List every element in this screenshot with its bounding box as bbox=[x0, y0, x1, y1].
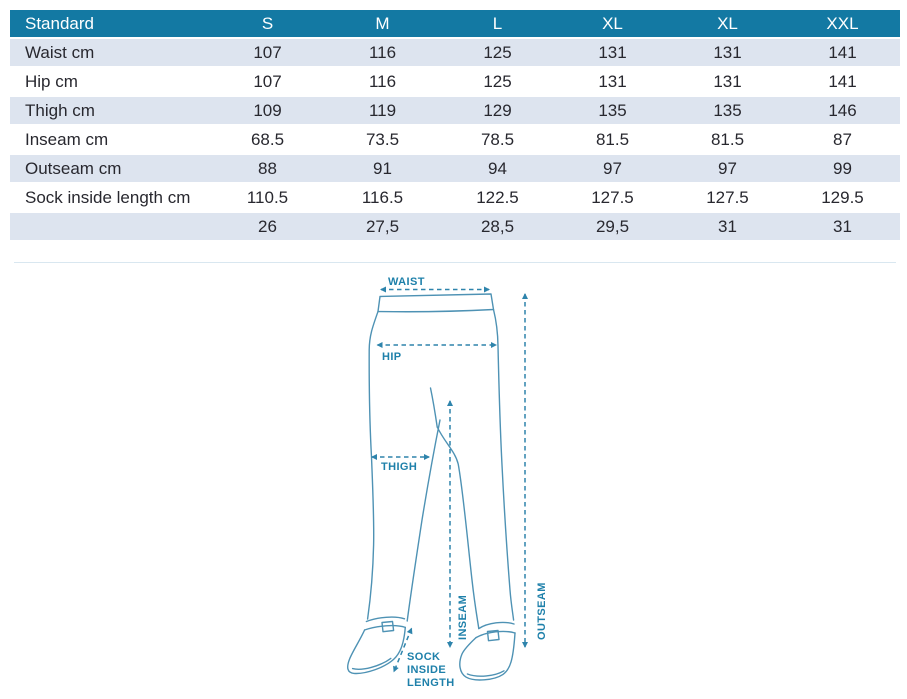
size-column-header: S bbox=[210, 10, 325, 39]
size-value-cell: 131 bbox=[555, 39, 670, 68]
table-title-cell: Standard bbox=[10, 10, 210, 39]
size-value-cell: 110.5 bbox=[210, 184, 325, 213]
size-value-cell: 87 bbox=[785, 126, 900, 155]
size-column-header: XL bbox=[555, 10, 670, 39]
hip-label: HIP bbox=[382, 351, 402, 363]
size-value-cell: 109 bbox=[210, 97, 325, 126]
outseam-label: OUTSEAM bbox=[536, 582, 548, 640]
pants-outline-icon bbox=[348, 294, 515, 680]
row-label-cell: Outseam cm bbox=[10, 155, 210, 184]
size-value-cell: 29,5 bbox=[555, 213, 670, 242]
svg-text:LENGTH: LENGTH bbox=[407, 677, 455, 689]
table-row bbox=[10, 97, 900, 126]
size-value-cell: 97 bbox=[555, 155, 670, 184]
sock-inside-length-label bbox=[407, 651, 455, 689]
inseam-label: INSEAM bbox=[457, 594, 469, 640]
size-value-cell: 116 bbox=[325, 39, 440, 68]
table-row bbox=[10, 39, 900, 68]
size-column-header: L bbox=[440, 10, 555, 39]
size-value-cell: 116 bbox=[325, 68, 440, 97]
size-value-cell: 131 bbox=[555, 68, 670, 97]
size-value-cell: 122.5 bbox=[440, 184, 555, 213]
size-value-cell: 88 bbox=[210, 155, 325, 184]
waist-label: WAIST bbox=[388, 276, 425, 288]
row-label-cell: Hip cm bbox=[10, 68, 210, 97]
size-value-cell: 97 bbox=[670, 155, 785, 184]
size-value-cell: 31 bbox=[785, 213, 900, 242]
size-value-cell: 68.5 bbox=[210, 126, 325, 155]
size-value-cell: 141 bbox=[785, 39, 900, 68]
row-label-cell: Waist cm bbox=[10, 39, 210, 68]
size-value-cell: 107 bbox=[210, 39, 325, 68]
size-value-cell: 146 bbox=[785, 97, 900, 126]
row-label-cell bbox=[10, 213, 210, 242]
size-table-body bbox=[10, 39, 900, 242]
size-table bbox=[10, 10, 900, 242]
size-value-cell: 73.5 bbox=[325, 126, 440, 155]
size-value-cell: 135 bbox=[670, 97, 785, 126]
size-value-cell: 31 bbox=[670, 213, 785, 242]
size-value-cell: 119 bbox=[325, 97, 440, 126]
size-value-cell: 135 bbox=[555, 97, 670, 126]
size-value-cell: 94 bbox=[440, 155, 555, 184]
size-value-cell: 91 bbox=[325, 155, 440, 184]
svg-text:INSIDE: INSIDE bbox=[407, 664, 447, 676]
size-column-header: XXL bbox=[785, 10, 900, 39]
table-header-row bbox=[10, 10, 900, 39]
size-value-cell: 107 bbox=[210, 68, 325, 97]
row-label-cell: Sock inside length cm bbox=[10, 184, 210, 213]
svg-text:SOCK: SOCK bbox=[407, 651, 441, 663]
size-value-cell: 81.5 bbox=[555, 126, 670, 155]
size-value-cell: 127.5 bbox=[670, 184, 785, 213]
table-row bbox=[10, 184, 900, 213]
size-value-cell: 125 bbox=[440, 39, 555, 68]
table-row bbox=[10, 213, 900, 242]
pants-measurement-diagram bbox=[330, 268, 590, 694]
size-value-cell: 81.5 bbox=[670, 126, 785, 155]
table-bottom-divider bbox=[14, 262, 896, 263]
size-value-cell: 131 bbox=[670, 68, 785, 97]
table-row bbox=[10, 155, 900, 184]
size-value-cell: 28,5 bbox=[440, 213, 555, 242]
size-value-cell: 125 bbox=[440, 68, 555, 97]
row-label-cell: Inseam cm bbox=[10, 126, 210, 155]
size-value-cell: 129.5 bbox=[785, 184, 900, 213]
size-column-header: XL bbox=[670, 10, 785, 39]
size-value-cell: 78.5 bbox=[440, 126, 555, 155]
size-value-cell: 27,5 bbox=[325, 213, 440, 242]
row-label-cell: Thigh cm bbox=[10, 97, 210, 126]
size-value-cell: 129 bbox=[440, 97, 555, 126]
size-value-cell: 131 bbox=[670, 39, 785, 68]
size-value-cell: 141 bbox=[785, 68, 900, 97]
table-row bbox=[10, 68, 900, 97]
size-column-header: M bbox=[325, 10, 440, 39]
size-value-cell: 99 bbox=[785, 155, 900, 184]
size-value-cell: 26 bbox=[210, 213, 325, 242]
pants-diagram-svg bbox=[330, 268, 590, 694]
table-row bbox=[10, 126, 900, 155]
thigh-label: THIGH bbox=[381, 461, 418, 473]
size-value-cell: 116.5 bbox=[325, 184, 440, 213]
size-value-cell: 127.5 bbox=[555, 184, 670, 213]
